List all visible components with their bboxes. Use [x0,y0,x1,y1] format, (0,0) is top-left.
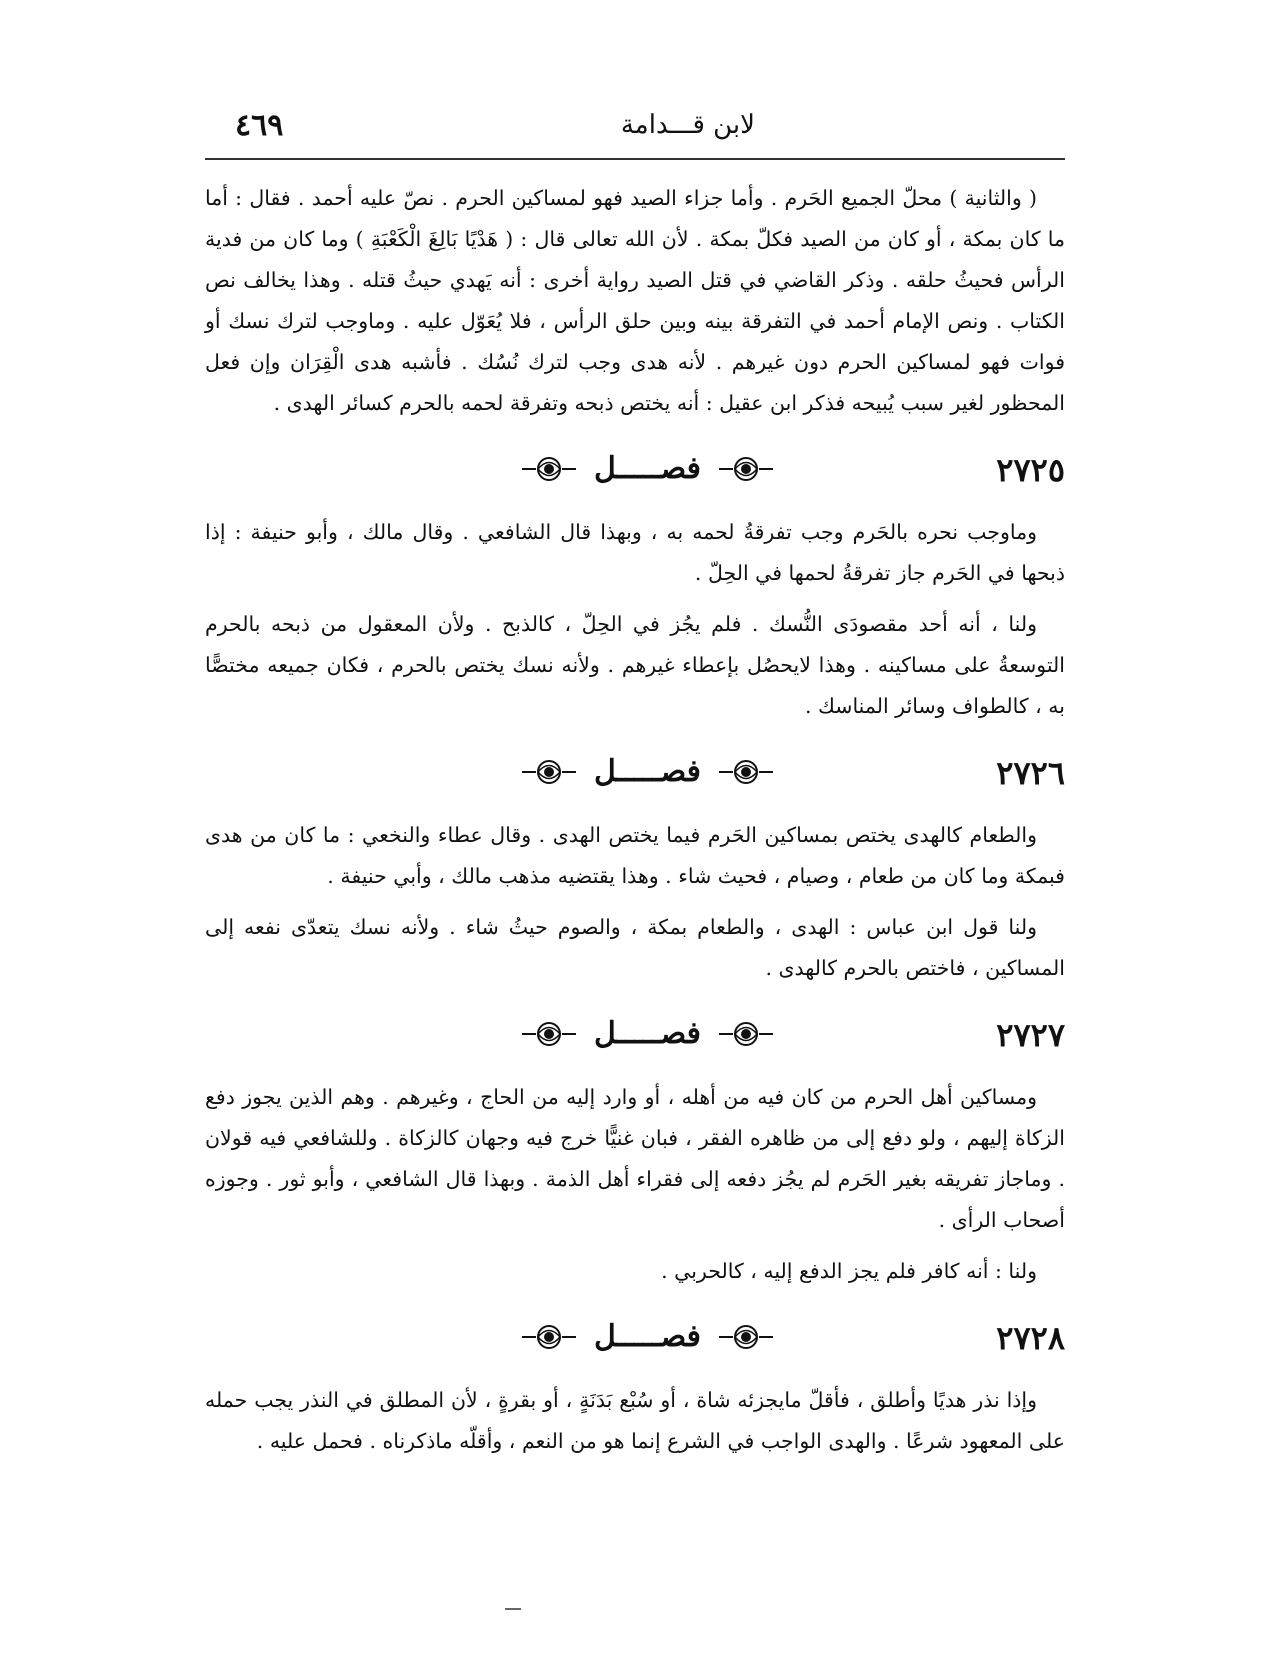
section-title-group [520,448,775,489]
section-number: ٢٧٢٨ [996,1319,1065,1357]
section-title-group [520,1316,775,1357]
section-paragraph: ومساكين أهل الحرم من كان فيه من أهله ، أو وارد إليه من الحاج ، وغيرهم . وهم الذين يجوز دفع الزكاة إليهم ، ولو دفع إلى من ظاهره الفقر ، فبان غنيًّا خرج فيه وجهان كالزكاة . وللشافعي فيه قولان . وماجاز تفريقه بغير الحَرم لم يجُز دفعه إلى فقراء أهل الذمة . وبهذا قال الشافعي ، وأبو ثور . وجوزه أصحاب الرأى . [205,1085,1065,1232]
section-title: فصـــــل [593,754,701,789]
section-title: فصـــــل [593,1319,701,1354]
section-heading-2726 [205,749,1065,801]
page-header [205,104,1065,154]
section-title: فصـــــل [593,1016,701,1051]
section-heading-2725 [205,446,1065,498]
section-heading-2727 [205,1011,1065,1063]
section-paragraph: وإذا نذر هديًا وأطلق ، فأقلّ مايجزئه شاة ، أو سُبْع بَدَنَةٍ ، أو بقرةٍ ، لأن المطلق في النذر يجب حمله على المعهود شرعًا . والهدى الواجب في الشرع إنما هو من النعم ، وأقلّه ماذكرناه . فحمل عليه . [205,1388,1065,1453]
ornament-icon [520,454,578,484]
footer-mark [505,1608,521,1610]
header-rule [205,158,1065,160]
ornament-icon [717,757,775,787]
section-title-group [520,751,775,792]
page-body [205,178,1065,1462]
ornament-icon [717,1019,775,1049]
section-paragraph: ولنا : أنه كافر فلم يجز الدفع إليه ، كالحربي . [661,1259,1037,1283]
section-number: ٢٧٢٥ [996,451,1065,489]
section-paragraph: ولنا قول ابن عباس : الهدى ، والطعام بمكة ، والصوم حيثُ شاء . ولأنه نسك يتعدّى نفعه إلى المساكين ، فاختص بالحرم كالهدى . [205,915,1065,980]
section-title: فصـــــل [593,451,701,486]
running-title: لابن قـــدامة [620,110,755,140]
section-paragraph: وماوجب نحره بالحَرم وجب تفرقةُ لحمه به ، وبهذا قال الشافعي . وقال مالك ، وأبو حنيفة : إذا ذبحها في الحَرم جاز تفرقةُ لحمها في الحِلّ . [205,520,1065,585]
ornament-icon [520,757,578,787]
ornament-icon [520,1019,578,1049]
section-heading-2728 [205,1314,1065,1366]
intro-paragraph: ( والثانية ) محلّ الجميع الحَرم . وأما جزاء الصيد فهو لمساكين الحرم . نصّ عليه أحمد . فقال : أما ما كان بمكة ، أو كان من الصيد فكلّ بمكة . لأن الله تعالى قال : ( هَدْيًا بَالِغَ الْكَعْبَةِ ) وما كان من فدية الرأس فحيثُ حلقه . وذكر القاضي في قتل الصيد رواية أخرى : أنه يَهدي حيثُ قتله . وهذا يخالف نص الكتاب . ونص الإمام أحمد في التفرقة بينه وبين حلق الرأس ، فلا يُعَوّل عليه . وماوجب لترك نسك أو فوات فهو لمساكين الحرم دون غيرهم . لأنه هدى وجب لترك نُسُك . فأشبه هدى الْقِرَان وإن فعل المحظور لغير سبب يُبيحه فذكر ابن عقيل : أنه يختص ذبحه وتفرقة لحمه بالحرم كسائر الهدى . [205,186,1065,415]
ornament-icon [520,1322,578,1352]
section-paragraph: والطعام كالهدى يختص بمساكين الحَرم فيما يختص الهدى . وقال عطاء والنخعي : ما كان من هدى فبمكة وما كان من طعام ، وصيام ، فحيث شاء . وهذا يقتضيه مذهب مالك ، وأبي حنيفة . [205,823,1065,888]
ornament-icon [717,454,775,484]
section-number: ٢٧٢٦ [996,754,1065,792]
page-number: ٤٦٩ [235,108,284,143]
section-number: ٢٧٢٧ [996,1016,1065,1054]
section-paragraph: ولنا ، أنه أحد مقصودَى النُّسك . فلم يجُز في الحِلّ ، كالذبح . ولأن المعقول من ذبحه بالحرم التوسعةُ على مساكينه . وهذا لايحصُل بإعطاء غيرهم . ولأنه نسك يختص بالحرم ، فكان جميعه مختصًّا به ، كالطواف وسائر المناسك . [205,612,1065,718]
ornament-icon [717,1322,775,1352]
section-title-group [520,1013,775,1054]
